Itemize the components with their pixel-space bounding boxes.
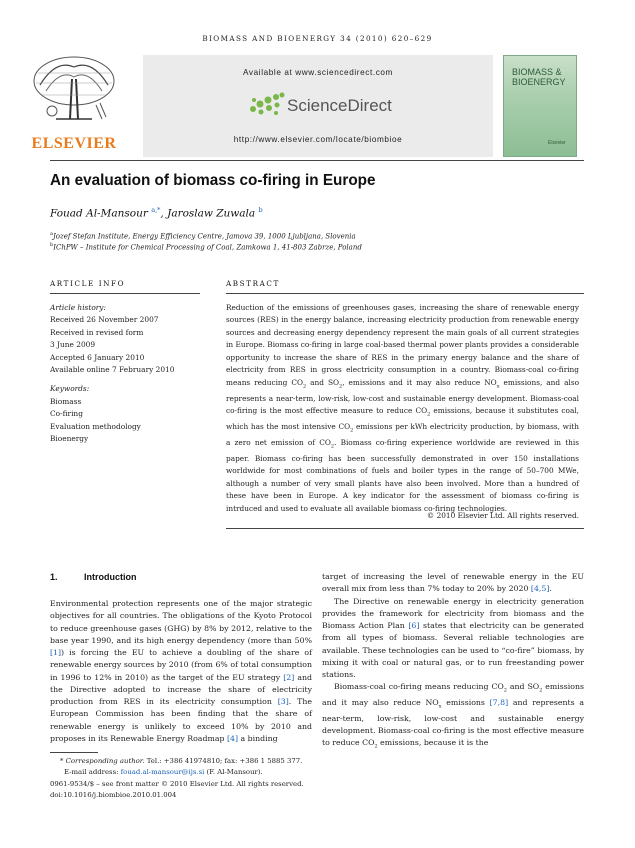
footnote-rule [50,752,98,753]
citation-link[interactable]: [7,8] [489,698,509,708]
affiliation-text: Jozef Stefan Institute, Energy Efficiency Centre, Jamova 39, 1000 Ljubljana, Slovenia [52,232,356,241]
affiliation-mark: b [50,242,54,248]
history-item: Available online 7 February 2010 [50,365,175,375]
affiliation [50,231,356,240]
keyword: Evaluation methodology [50,421,141,431]
journal-citation: BIOMASS AND BIOENERGY 34 (2010) 620–629 [202,34,433,43]
author-affiliation-mark[interactable]: a,* [151,206,161,214]
header-rule [50,160,584,161]
corresponding-label: * Corresponding author. [60,757,145,765]
journal-cover [503,55,577,157]
abstract-rule [226,293,584,294]
history-item: Received in revised form [50,327,144,337]
keyword: Co-firing [50,409,83,419]
copyright-notice: © 2010 Elsevier Ltd. All rights reserved. [426,511,579,520]
history-item: Accepted 6 January 2010 [50,352,145,362]
cover-title: BIOMASS & BIOENERGY [512,67,566,87]
sciencedirect-dots-icon [247,91,287,117]
citation-link[interactable]: [3] [277,697,289,706]
elsevier-tree-icon [26,55,122,129]
citation-link[interactable]: [1] [50,648,62,657]
author-separator: , [160,207,168,220]
affiliation-mark: a [50,231,53,237]
citation-link[interactable]: [6] [408,621,420,630]
affiliation [50,242,362,251]
journal-homepage-link[interactable]: http://www.elsevier.com/locate/biombioe [233,135,403,144]
keywords-label: Keywords: [50,384,90,394]
author-affiliation-mark[interactable]: b [258,206,263,214]
article-title: An evaluation of biomass co-firing in Europe [50,172,376,189]
footnotes [50,756,350,801]
elsevier-wordmark: ELSEVIER [31,135,117,152]
corresponding-contact: Tel.: +386 41974810; fax: +386 1 5885 377. [144,757,303,765]
keyword: Biomass [50,396,82,406]
history-label: Article history: [50,303,106,312]
author-name: Fouad Al-Mansour [50,207,148,220]
author-name: Jaroslaw Zuwala [167,207,256,220]
article-info-rule [50,293,200,294]
doi-line[interactable]: doi:10.1016/j.biombioe.2010.01.004 [50,790,177,799]
elsevier-logo [18,55,130,157]
history-item: Received 26 November 2007 [50,315,159,325]
author-list [50,206,263,220]
article-info [50,302,200,445]
section-title: Introduction [84,572,137,582]
citation-link[interactable]: [2] [283,672,295,682]
section-number: 1. [50,572,58,582]
citation-link[interactable]: [4] [226,733,239,743]
abstract-bottom-rule [226,528,584,529]
available-at-text: Available at www.sciencedirect.com [243,68,393,77]
abstract-text: Reduction of the emissions of greenhouses gases, increasing the share of renewable energy sources (RES) in the energy balance, increasing electricity production from renewable energy sources and decreasing energy dependency represent the main goals of all current strategies in Europe. Biomass co-firing in large coal-based thermal power plants provides a considerable opportunity to increase the share of RES in the primary energy balance and the share of electricity from RES in gross electricity consumption in a country. Biomass-coal co-firing means reducing $CO_2$ and $SO_2$, emissions and it may also reduce $NO_x$ emissions, and also represents a near-term, low-risk, low-cost and sustainable energy development. Biomass-coal co-firing is the most effective measure to reduce $CO_2$ emissions, because it substitutes coal, which has the most intensive $CO_2$ emissions per kWh electricity production, by biomass, with a zero net emission of $CO_2$. Biomass co-firing experience worldwide are reviewed in this paper. Biomass co-firing has been successfully demonstrated in over 150 installations worldwide for most combinations of fuels and boiler types in the range of 50–700 MWe, although a number of very small plants have also been involved. More than a hundred of these have been in Europe. A key indicator for the assessment of biomass co-firing is intrduced and used to evaluate all available biomass co-firing technologies. [226,303,580,513]
history-item: 3 June 2009 [50,340,96,350]
affiliation-text: IChPW – Institute for Chemical Processing of Coal, Zamkowa 1, 41-803 Zabrze, Poland [53,243,362,252]
body-column-left: Environmental protection represents one of the major strategic objectives for all countries. The obligations of the Kyoto Protocol to reduce greenhouse gases (GHG) by 8% by 2012, relative to the base year 1990, and its high energy dependency (more than 50% [1]) is forcing the EU to achieve a doubling of the share of renewable energy sources by 2010 (from 6% of total consumption in 1996 to 12% in 2010) as the target of the EU strategy [2] and the Directive adopted to increase the share of electricity production from RES in its electricity consumption [3]. The European Commission has been finding that the share of renewable energy is unlikely to exceed 10% by 2010 and proposes in its Renewable Energy Roadmap [4] a binding [50,599,312,743]
cover-publisher: Elsevier [548,140,566,146]
body-column-right: target of increasing the level of renewable energy in the EU overall mix from less than 7% today to 20% by 2020 [4,5]. The Directive on renewable energy in electricity generation provides the framework for electricity from biomass and the Biomass Action Plan [6] states that electricity can be generated from all types of biomass. Several reliable technologies are available. These technologies can be used to “co-fire” biomass, by mixing it with coal or natural gas, or to run freestanding power stations. Biomass-coal co-firing means reducing $CO_2$ and $SO_2$ emissions and it may also reduce $NO_x$ emissions [7,8] and represents a near-term, low-risk, low-cost and sustainable energy development. Biomass-coal co-firing is the most effective measure to reduce $CO_2$ emissions, because it is the [322,572,585,750]
sciencedirect-banner [143,55,493,157]
section-heading [50,572,137,582]
email-owner: (F. Al-Mansour). [204,768,263,777]
article-info-heading: ARTICLE INFO [50,279,126,288]
email-label: E-mail address: [64,768,121,777]
email-link[interactable]: fouad.al-mansour@ijs.si [120,768,205,777]
sciencedirect-wordmark: ScienceDirect [287,96,392,115]
abstract-heading: ABSTRACT [226,279,280,288]
citation-link[interactable]: [4,5] [530,584,550,594]
keyword: Bioenergy [50,434,89,444]
issn-line: 0961-9534/$ – see front matter © 2010 Elsevier Ltd. All rights reserved. [50,779,304,788]
